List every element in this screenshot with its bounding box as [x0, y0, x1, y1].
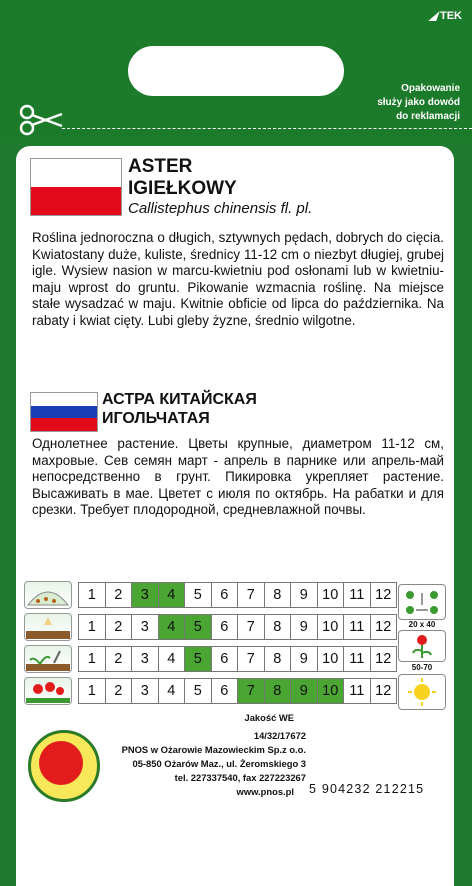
calendar-month-cell: 6	[211, 582, 239, 608]
calendar-month-cell: 2	[105, 678, 133, 704]
calendar-month-cell: 8	[264, 614, 292, 640]
hang-hole	[128, 46, 344, 96]
calendar-month-cell: 9	[290, 614, 318, 640]
plant-height-icon	[398, 630, 446, 662]
calendar-month-cell: 3	[131, 646, 159, 672]
calendar-row	[24, 612, 397, 642]
direct-sowing-icon	[24, 613, 72, 641]
calendar-month-cell: 2	[105, 614, 133, 640]
calendar-month-cell: 6	[211, 646, 239, 672]
description-pl: Roślina jednoroczna o długich, sztywnych pędach, dobrych do cięcia. Kwiatostany duże, kuliste, średnicy 11-12 cm o niezbyt długiej, grubej igle. Wysiew nasion w marcu-kwietniu pod osłonami lub w kwietniu-maju wprost do gruntu. Pikowanie wzmacnia roślinę. Na miejsce stałe wysadzać w maju. Kwitnie obficie od lipca do października. Na rabaty i kwiat cięty. Lubi gleby żyzne, średnio wilgotne.	[32, 230, 444, 328]
company-phone: tel. 227337540, fax 227223267	[174, 772, 306, 783]
calendar-month-cell: 12	[370, 646, 398, 672]
calendar-month-cell: 10	[317, 678, 345, 704]
calendar-month-cell: 4	[158, 614, 186, 640]
calendar-month-cell: 12	[370, 678, 398, 704]
scissors-icon	[18, 104, 68, 136]
calendar-month-cell: 7	[237, 614, 265, 640]
pack-note-line: służy jako dowód	[377, 97, 460, 108]
barcode-number: 5 904232 212215	[309, 782, 425, 796]
calendar-month-cell: 11	[343, 582, 371, 608]
pack-note-line: Opakowanie	[401, 83, 460, 94]
calendar-month-cell: 4	[158, 646, 186, 672]
calendar-month-cell: 11	[343, 678, 371, 704]
batch-code: 14/32/17672	[253, 730, 306, 741]
title-ru	[102, 390, 257, 428]
info-card	[16, 146, 454, 886]
description-ru: Однолетнее растение. Цветы крупные, диаметром 11-12 см, махровые. Сев семян март - апрель в парнике или апрель-май непосредственно в грунт. Пикировка укрепляет растение. Высаживать в мае. Цветет с июля по октябрь. На рабатки и для срезки. Требует плодородной, средневлажной почвы.	[32, 436, 444, 517]
title-pl-line2: IGIEŁKOWY	[128, 178, 237, 199]
calendar-month-cell: 2	[105, 646, 133, 672]
website-link[interactable]: www.pnos.pl	[236, 786, 294, 797]
latin-name: Callistephus chinensis fl. pl.	[128, 200, 313, 217]
calendar-row	[24, 580, 397, 610]
polish-flag-icon	[30, 158, 122, 216]
calendar-month-cell: 10	[317, 582, 345, 608]
calendar-month-cell: 6	[211, 678, 239, 704]
calendar-month-cell: 7	[237, 582, 265, 608]
calendar-month-cell: 12	[370, 614, 398, 640]
spacing-label: 20 x 40	[408, 620, 436, 629]
calendar-month-cell: 3	[131, 614, 159, 640]
calendar-month-cell: 3	[131, 678, 159, 704]
calendar-month-cell: 6	[211, 614, 239, 640]
calendar-month-cell: 1	[78, 646, 106, 672]
cut-line	[62, 128, 472, 129]
company-name: PNOS w Ożarowie Mazowieckim Sp.z o.o.	[121, 744, 306, 755]
calendar-month-cell: 5	[184, 582, 212, 608]
flowering-icon	[24, 677, 72, 705]
calendar-month-cell: 12	[370, 582, 398, 608]
quality-mark: Jakość WE	[244, 712, 294, 723]
calendar-month-cell: 7	[237, 646, 265, 672]
tek-logo-icon	[428, 11, 440, 21]
calendar-month-cell: 9	[290, 678, 318, 704]
pnos-logo	[28, 730, 100, 802]
calendar-month-cell: 1	[78, 582, 106, 608]
calendar-month-cell: 11	[343, 646, 371, 672]
calendar-month-cell: 10	[317, 614, 345, 640]
calendar-month-cell: 4	[158, 582, 186, 608]
calendar-month-cell: 11	[343, 614, 371, 640]
growing-calendar	[24, 580, 397, 708]
planting-out-icon	[24, 645, 72, 673]
calendar-month-cell: 2	[105, 582, 133, 608]
calendar-row	[24, 644, 397, 674]
calendar-month-cell: 8	[264, 678, 292, 704]
company-address: 05-850 Ożarów Maz., ul. Żeromskiego 3	[132, 758, 306, 769]
calendar-row	[24, 676, 397, 706]
plant-height-label: 50-70	[411, 663, 433, 672]
calendar-month-cell: 9	[290, 646, 318, 672]
greenhouse-sowing-icon	[24, 581, 72, 609]
full-sun-icon	[398, 674, 446, 710]
calendar-month-cell: 5	[184, 614, 212, 640]
tek-mark	[430, 10, 462, 22]
calendar-month-cell: 1	[78, 678, 106, 704]
pack-note	[377, 82, 460, 124]
pack-note-line: do reklamacji	[396, 111, 460, 122]
calendar-month-cell: 5	[184, 646, 212, 672]
title-ru-line1: АСТРА КИТАЙСКАЯ	[102, 391, 257, 408]
title-pl	[128, 156, 237, 200]
calendar-month-cell: 1	[78, 614, 106, 640]
calendar-month-cell: 7	[237, 678, 265, 704]
title-pl-line1: ASTER	[128, 156, 193, 177]
tek-label: TEK	[440, 10, 462, 22]
russian-flag-icon	[30, 392, 98, 432]
calendar-month-cell: 8	[264, 646, 292, 672]
spacing-icon	[398, 584, 446, 620]
calendar-month-cell: 3	[131, 582, 159, 608]
title-ru-line2: ИГОЛЬЧАТАЯ	[102, 410, 210, 427]
calendar-month-cell: 9	[290, 582, 318, 608]
calendar-month-cell: 4	[158, 678, 186, 704]
calendar-month-cell: 8	[264, 582, 292, 608]
calendar-month-cell: 10	[317, 646, 345, 672]
calendar-month-cell: 5	[184, 678, 212, 704]
